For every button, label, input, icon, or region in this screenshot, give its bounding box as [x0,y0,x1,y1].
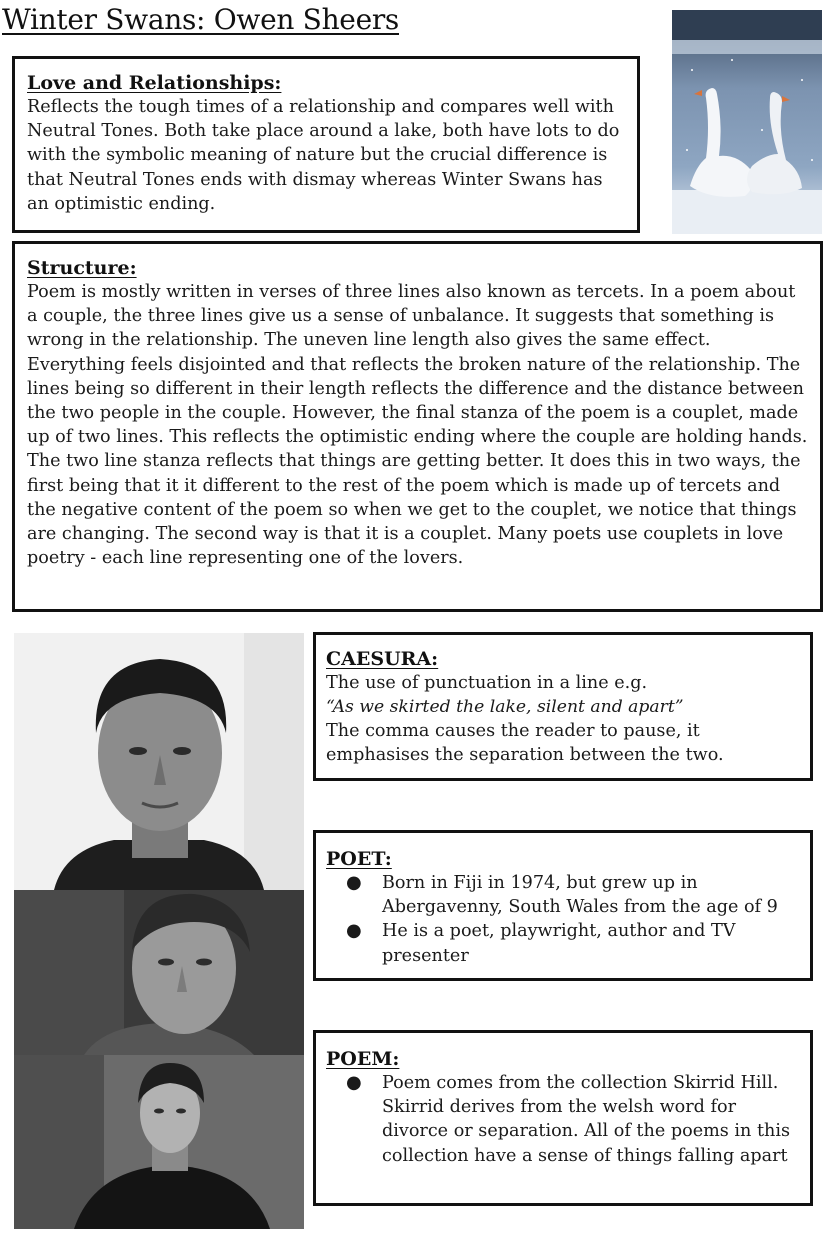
poem-box [313,1030,813,1206]
love-relationships-box [12,56,640,233]
poet-heading: POET: [326,848,392,870]
structure-box [12,241,823,612]
page-title: Winter Swans: Owen Sheers [2,3,399,36]
caesura-intro: The use of punctuation in a line e.g. [326,673,648,693]
swans-photo [672,10,822,234]
bullet-dot-icon: ● [346,872,362,893]
structure-heading: Structure: [27,257,137,279]
structure-text: Poem is mostly written in verses of three lines also known as tercets. In a poem about a couple, the three lines give us a sense of unbalance. It suggests that something is wrong in the relationship. The uneven line length also gives the same effect. Everything feels disjointed and that reflects the broken nature of the relationship. The lines being so different in their length reflects the difference and the distance between the two people in the couple. However, the final stanza of the poem is a couplet, made up of two lines. This reflects the optimistic ending where the couple are holding hands. The two line stanza reflects that things are getting better. It does this in two ways, the first being that it it different to the rest of the poem which is made up of tercets and the negative content of the poem so when we get to the couplet, we notice that things are changing. The second way is that it is a couplet. Many poets use couplets in love poetry - each line representing one of the lovers. [27,282,808,569]
poem-bullet-list [326,1071,800,1168]
poet-box [313,830,813,981]
bullet-dot-icon: ● [346,920,362,942]
love-relationships-heading: Love and Relationships: [27,72,282,94]
poet-bullet-item: ● He is a poet, playwright, author and TV presenter [346,920,736,966]
caesura-heading: CAESURA: [326,648,439,670]
caesura-explanation: The comma causes the reader to pause, it emphasises the separation between the two. [326,721,724,766]
poet-bullet-list [326,871,800,968]
caesura-quote: “As we skirted the lake, silent and apart” [326,697,684,718]
poet-portrait-3 [14,1055,304,1229]
poet-bullet-item: ● Born in Fiji in 1974, but grew up in Abergavenny, South Wales from the age of 9 [346,872,778,918]
caesura-box [313,632,813,781]
love-relationships-text: Reflects the tough times of a relationship and compares well with Neutral Tones. Both take place around a lake, both have lots to do with the symbolic meaning of nature but the crucial difference is that Neutral Tones ends with dismay whereas Winter Swans has an optimistic ending. [27,97,620,214]
poet-portrait-2 [14,890,304,1055]
poem-bullet-item: ● Poem comes from the collection Skirrid Hill. Skirrid derives from the welsh word for divorce or separation. All of the poems in this collection have a sense of things falling apart [346,1072,791,1166]
bullet-dot-icon: ● [346,1072,362,1093]
poet-portrait-1 [14,633,304,890]
poem-heading: POEM: [326,1048,400,1070]
